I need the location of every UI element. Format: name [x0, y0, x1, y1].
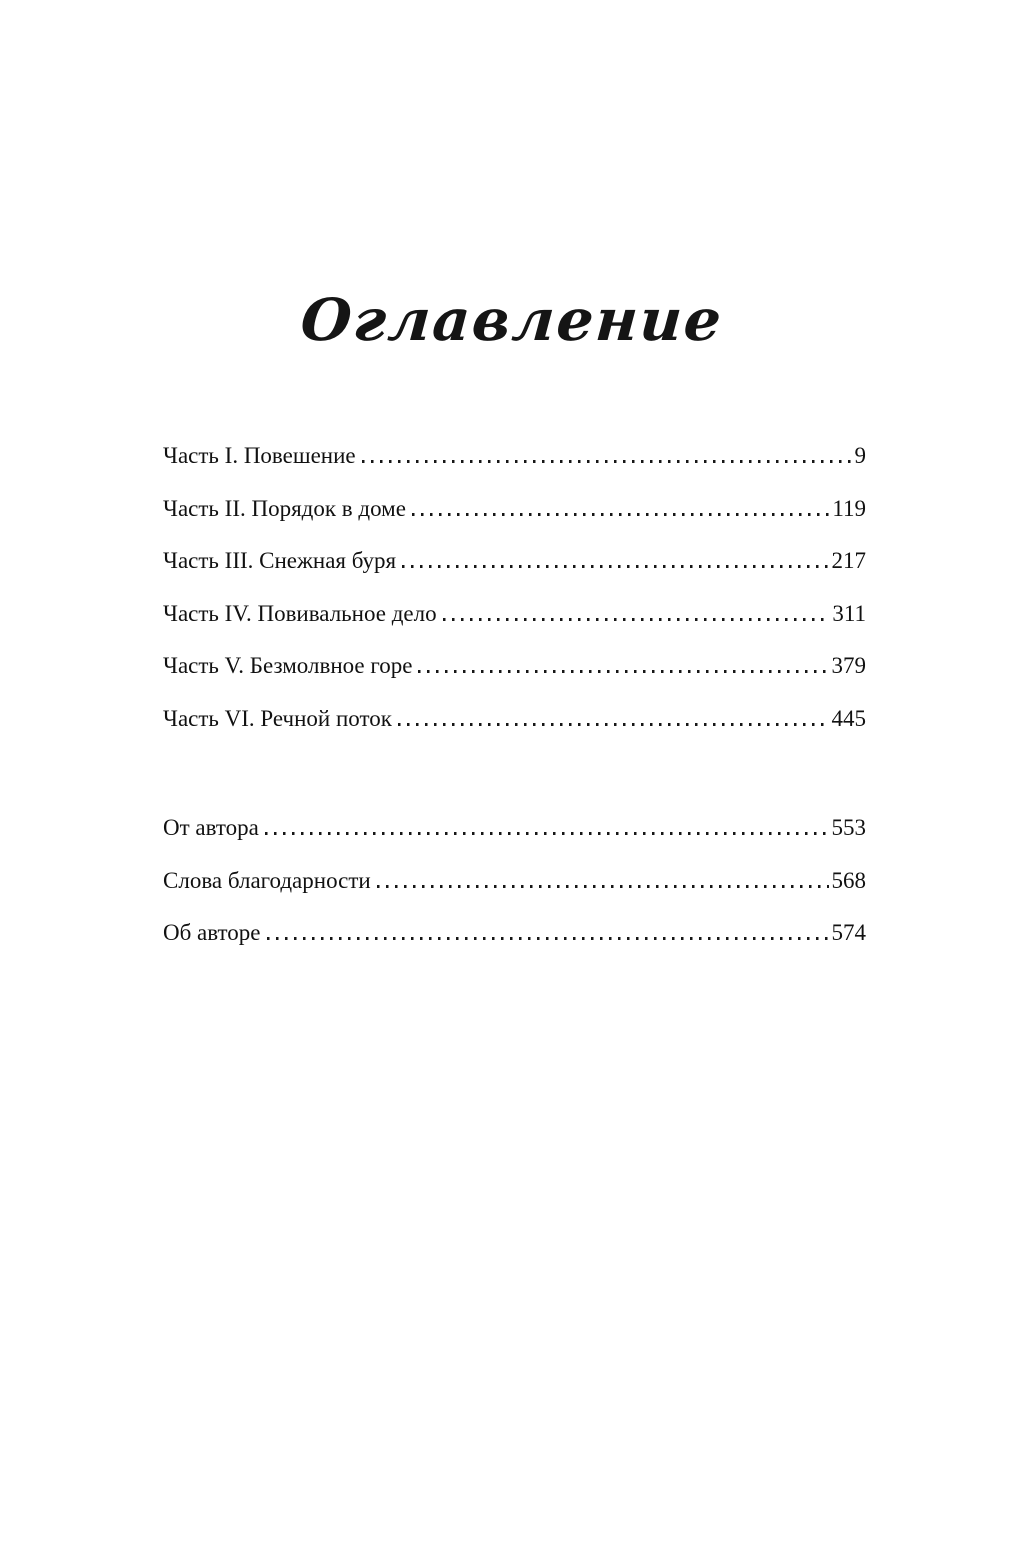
toc-entry — [163, 705, 866, 758]
toc-entry-label: Часть I. Повешение — [163, 443, 356, 468]
dot-leader — [377, 885, 829, 888]
toc-entry — [163, 600, 866, 653]
toc-entry-page: 217 — [831, 548, 866, 573]
dot-leader — [265, 832, 829, 835]
toc-entry-label: Часть II. Порядок в доме — [163, 495, 406, 521]
dot-leader — [412, 513, 829, 516]
dot-leader — [362, 460, 852, 463]
toc-entry-page: 119 — [832, 495, 866, 521]
dot-leader — [267, 937, 829, 940]
toc-entry — [163, 867, 866, 920]
toc-entry — [163, 919, 866, 972]
toc-group-back-matter — [163, 814, 866, 972]
dot-leader — [398, 723, 829, 726]
toc-entry — [163, 652, 866, 705]
toc-entry-label: Часть III. Снежная буря — [163, 548, 397, 573]
toc-entry-page: 9 — [854, 443, 866, 468]
toc-entry-label: Часть VI. Речной поток — [163, 705, 392, 731]
toc-entry-page: 379 — [831, 653, 866, 678]
toc-entry-label: Часть IV. Повивальное дело — [163, 600, 437, 626]
toc-list — [163, 442, 866, 972]
toc-entry-label: Слова благодарности — [163, 867, 371, 893]
page-title: Оглавление — [298, 286, 726, 354]
dot-leader — [418, 670, 828, 673]
toc-entry-page: 568 — [831, 867, 866, 893]
dot-leader — [443, 618, 830, 621]
toc-entry-page: 445 — [831, 705, 866, 731]
toc-entry — [163, 495, 866, 548]
toc-entry-label: Часть V. Безмолвное горе — [163, 653, 413, 678]
toc-entry-page: 311 — [832, 600, 866, 626]
dot-leader — [402, 565, 828, 568]
toc-group-parts — [163, 442, 866, 757]
toc-entry-page: 553 — [831, 815, 866, 840]
toc-entry-label: От автора — [163, 815, 259, 840]
toc-entry — [163, 547, 866, 600]
toc-entry — [163, 442, 866, 495]
toc-entry-page: 574 — [831, 920, 866, 945]
toc-entry-label: Об авторе — [163, 920, 261, 945]
toc-entry — [163, 814, 866, 867]
